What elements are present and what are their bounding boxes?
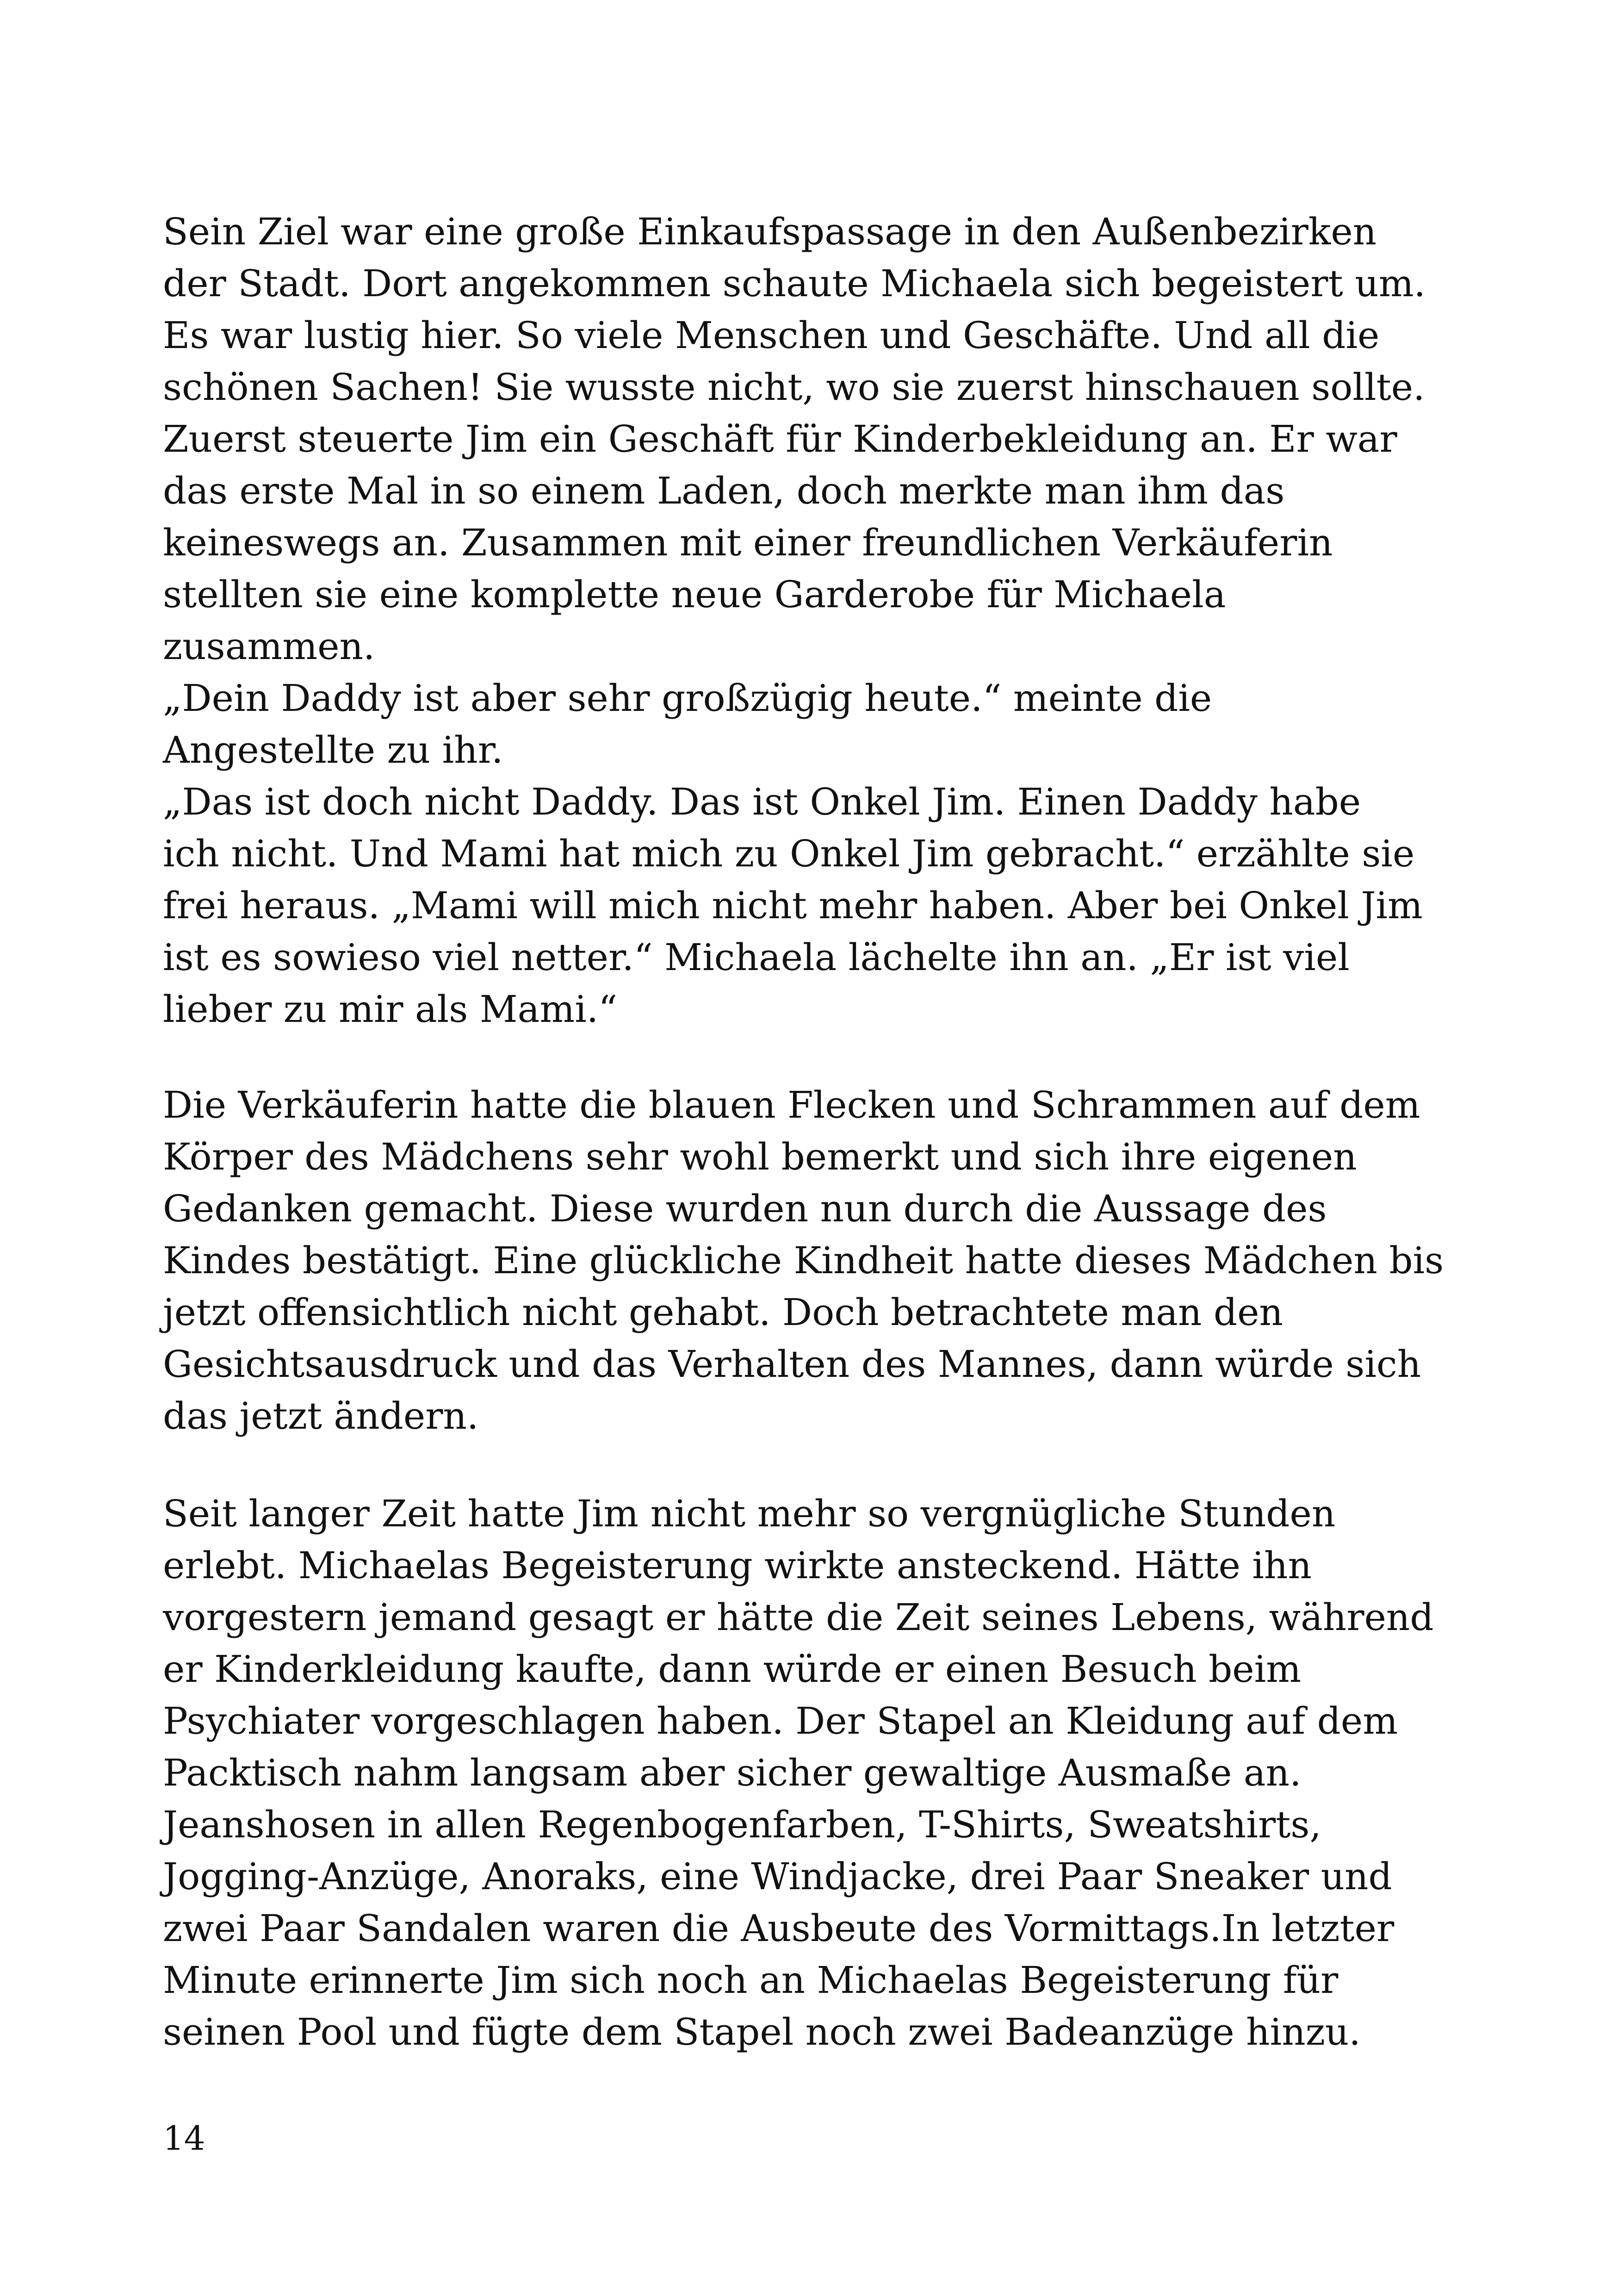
text-line: seinen Pool und fügte dem Stapel noch zwei Badeanzüge hinzu. (163, 2010, 1361, 2053)
text-line: ist es sowieso viel netter.“ Michaela lächelte ihn an. „Er ist viel (163, 936, 1350, 979)
paragraph-1 (163, 206, 1482, 1035)
text-line: vorgestern jemand gesagt er hätte die Zeit seines Lebens, während (163, 1596, 1434, 1639)
text-line: Gedanken gemacht. Diese wurden nun durch die Aussage des (163, 1187, 1327, 1230)
text-line: Psychiater vorgeschlagen haben. Der Stapel an Kleidung auf dem (163, 1699, 1398, 1742)
text-line: Angestellte zu ihr. (163, 728, 503, 772)
text-line: Gesichtsausdruck und das Verhalten des Mannes, dann würde sich (163, 1343, 1421, 1386)
text-line: Es war lustig hier. So viele Menschen und Geschäfte. Und all die (163, 314, 1380, 357)
text-line: Kindes bestätigt. Eine glückliche Kindheit hatte dieses Mädchen bis (163, 1239, 1444, 1282)
text-line: schönen Sachen! Sie wusste nicht, wo sie zuerst hinschauen sollte. (163, 366, 1425, 409)
page-number: 14 (163, 2119, 205, 2158)
text-line: Jogging-Anzüge, Anoraks, eine Windjacke, drei Paar Sneaker und (163, 1855, 1392, 1898)
text-line: „Das ist doch nicht Daddy. Das ist Onkel Jim. Einen Daddy habe (163, 780, 1361, 823)
text-line: „Dein Daddy ist aber sehr großzügig heute.“ meinte die (163, 677, 1212, 720)
text-line: ich nicht. Und Mami hat mich zu Onkel Jim gebracht.“ erzählte sie (163, 832, 1415, 875)
text-line: Die Verkäuferin hatte die blauen Flecken und Schrammen auf dem (163, 1083, 1420, 1126)
text-line: der Stadt. Dort angekommen schaute Michaela sich begeistert um. (163, 262, 1426, 305)
text-line: frei heraus. „Mami will mich nicht mehr haben. Aber bei Onkel Jim (163, 884, 1423, 927)
paragraph-2 (163, 1079, 1482, 1442)
text-line: stellten sie eine komplette neue Garderobe für Michaela (163, 573, 1226, 616)
text-line: keineswegs an. Zusammen mit einer freundlichen Verkäuferin (163, 521, 1333, 564)
text-line: lieber zu mir als Mami.“ (163, 988, 618, 1031)
text-line: er Kinderkleidung kaufte, dann würde er einen Besuch beim (163, 1648, 1302, 1691)
text-line: das jetzt ändern. (163, 1394, 479, 1437)
paragraph-3 (163, 1488, 1482, 2058)
text-line: Körper des Mädchens sehr wohl bemerkt und sich ihre eigenen (163, 1135, 1357, 1178)
text-line: Sein Ziel war eine große Einkaufspassage in den Außenbezirken (163, 210, 1377, 253)
text-line: zwei Paar Sandalen waren die Ausbeute des Vormittags.In letzter (163, 1907, 1395, 1950)
text-line: Packtisch nahm langsam aber sicher gewaltige Ausmaße an. (163, 1751, 1302, 1794)
text-line: Seit langer Zeit hatte Jim nicht mehr so vergnügliche Stunden (163, 1492, 1336, 1535)
text-line: Jeanshosen in allen Regenbogenfarben, T-Shirts, Sweatshirts, (163, 1803, 1321, 1846)
text-line: jetzt offensichtlich nicht gehabt. Doch betrachtete man den (163, 1291, 1283, 1334)
text-line: Zuerst steuerte Jim ein Geschäft für Kinderbekleidung an. Er war (163, 417, 1397, 460)
text-line: Minute erinnerte Jim sich noch an Michaelas Begeisterung für (163, 1959, 1339, 2002)
text-line: das erste Mal in so einem Laden, doch merkte man ihm das (163, 469, 1285, 512)
text-line: zusammen. (163, 625, 375, 668)
text-line: erlebt. Michaelas Begeisterung wirkte ansteckend. Hätte ihn (163, 1544, 1312, 1587)
